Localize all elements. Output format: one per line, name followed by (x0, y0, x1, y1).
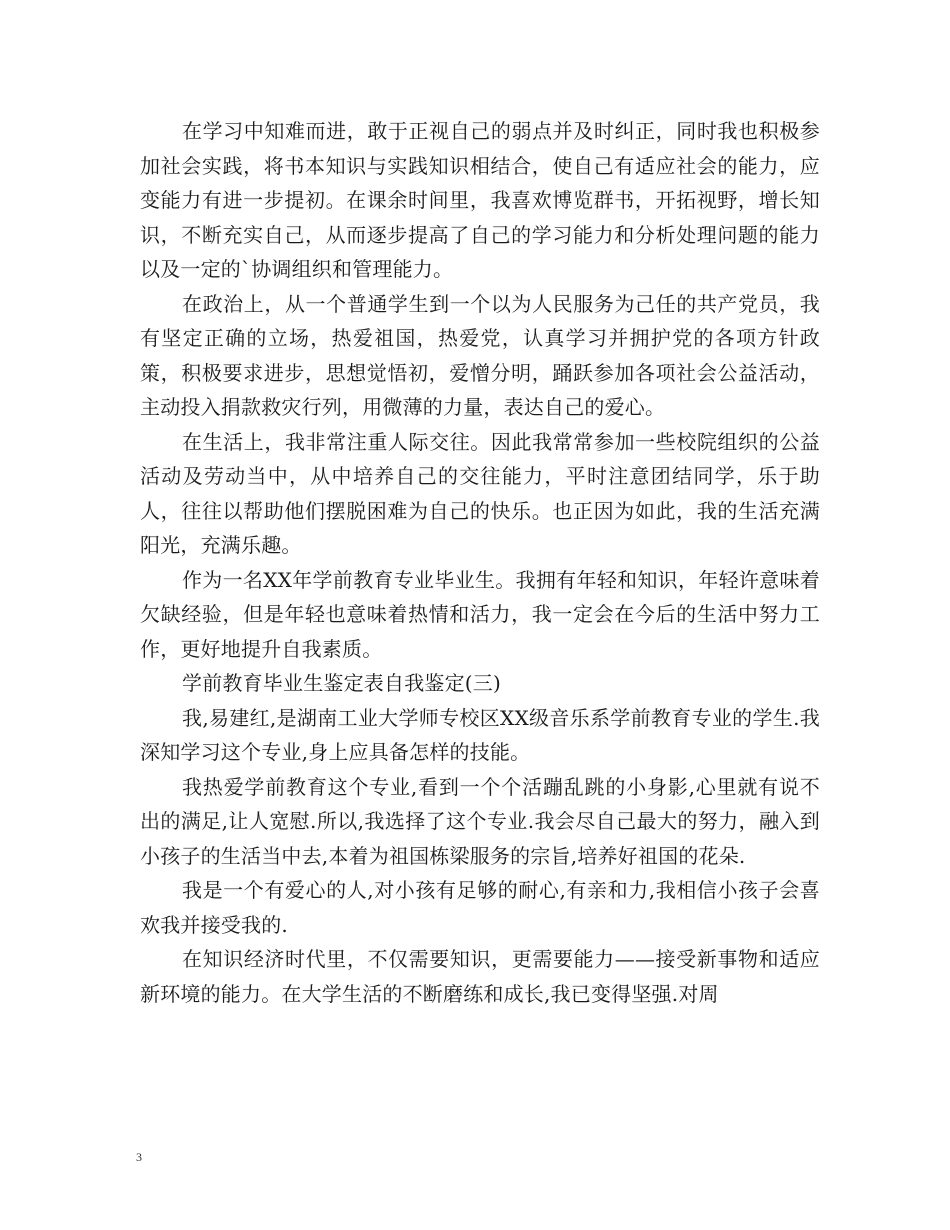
document-body (140, 114, 820, 1011)
paragraph-life: 在生活上，我非常注重人际交往。因此我常常参加一些校院组织的公益活动及劳动当中，从中培养自己的交往能力，平时注意团结同学，乐于助人，往往以帮助他们摆脱困难为自己的快乐。也正因为如此，我的生活充满阳光，充满乐趣。 (140, 429, 820, 557)
paragraph-politics: 在政治上，从一个普通学生到一个以为人民服务为己任的共产党员，我有坚定正确的立场，热爱祖国，热爱党，认真学习并拥护党的各项方针政策，积极要求进步，思想觉悟初，爱憎分明，踊跃参加各项社会公益活动，主动投入捐款救灾行列，用微薄的力量，表达自己的爱心。 (140, 291, 820, 419)
section-heading: 学前教育毕业生鉴定表自我鉴定(三) (182, 671, 502, 695)
paragraph-graduate: 作为一名XX年学前教育专业毕业生。我拥有年轻和知识，年轻许意味着欠缺经验，但是年轻也意味着热情和活力，我一定会在今后的生活中努力工作，更好地提升自我素质。 (140, 567, 820, 661)
paragraph-introduction: 我,易建红,是湖南工业大学师专校区XX级音乐系学前教育专业的学生.我深知学习这个专业,身上应具备怎样的技能。 (140, 705, 820, 764)
paragraph-patience: 我是一个有爱心的人,对小孩有足够的耐心,有亲和力,我相信小孩子会喜欢我并接受我的. (140, 878, 820, 937)
page-number: 3 (136, 1150, 142, 1164)
paragraph-knowledge-economy: 在知识经济时代里，不仅需要知识，更需要能力——接受新事物和适应新环境的能力。在大学生活的不断磨练和成长,我已变得坚强.对周 (140, 947, 820, 1006)
paragraph-love-major: 我热爱学前教育这个专业,看到一个个活蹦乱跳的小身影,心里就有说不出的满足,让人宽慰.所以,我选择了这个专业.我会尽自己最大的努力，融入到小孩子的生活当中去,本着为祖国栋梁服务的宗旨,培养好祖国的花朵. (140, 774, 820, 868)
paragraph-study: 在学习中知难而进，敢于正视自己的弱点并及时纠正，同时我也积极参加社会实践，将书本知识与实践知识相结合，使自己有适应社会的能力，应变能力有进一步提初。在课余时间里，我喜欢博览群书，开拓视野，增长知识，不断充实自己，从而逐步提高了自己的学习能力和分析处理问题的能力以及一定的`协调组织和管理能力。 (140, 119, 820, 281)
